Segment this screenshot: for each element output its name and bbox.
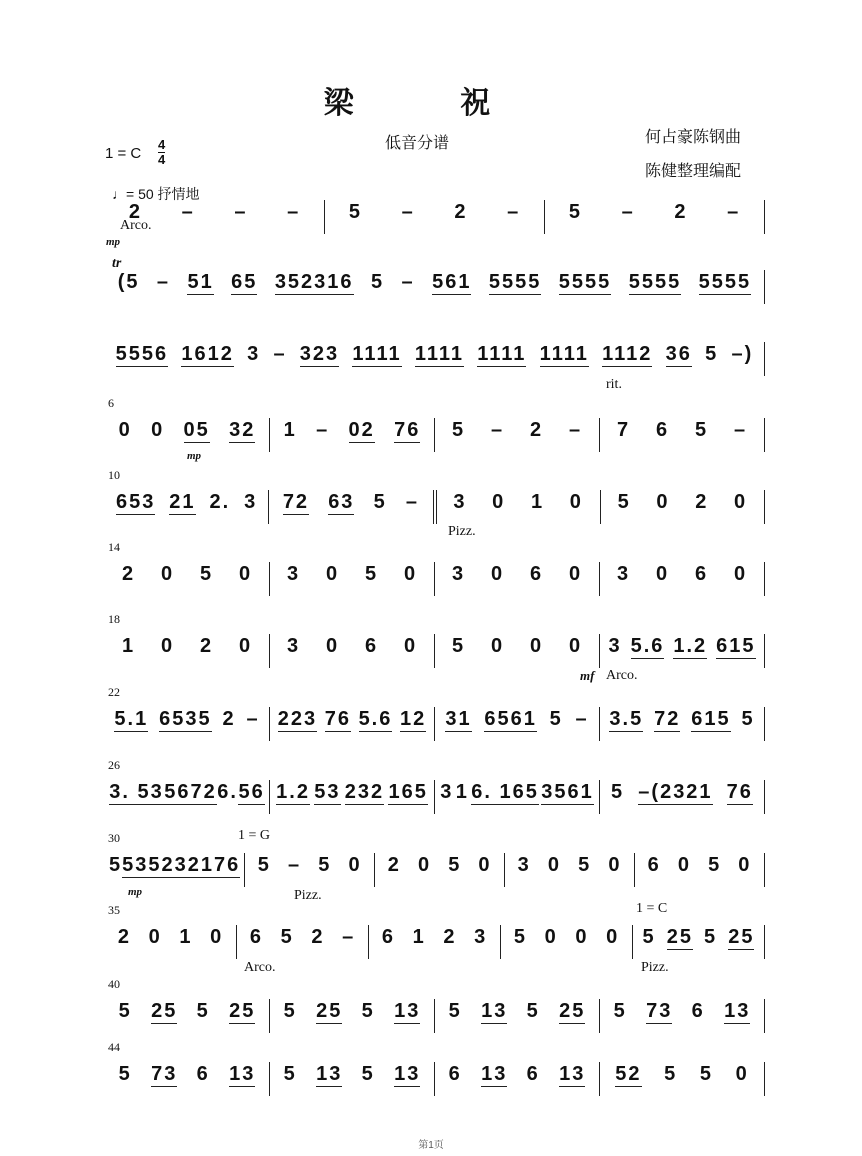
- note-group: 56: [238, 781, 265, 803]
- measure: [599, 999, 765, 1033]
- note-group: 232: [344, 781, 385, 803]
- note-group: 0: [148, 926, 162, 948]
- note-group: 5: [109, 854, 123, 876]
- score-line: [105, 562, 765, 596]
- measure: [105, 853, 244, 887]
- note-group: 5: [526, 1000, 540, 1022]
- note-group: 5: [549, 708, 563, 730]
- note-group: 25: [666, 926, 693, 948]
- note-group: 1: [412, 926, 426, 948]
- note-group: 5: [708, 854, 722, 876]
- note-group: 1.2: [673, 635, 708, 657]
- note-group: 5: [196, 1000, 210, 1022]
- note-group: 5: [704, 926, 718, 948]
- measure: [434, 999, 599, 1033]
- note-group: 02: [348, 419, 375, 441]
- note-group: 3: [244, 491, 258, 513]
- note-group: 72: [282, 491, 310, 513]
- note-group: 352316: [274, 271, 354, 293]
- note-group: 5672: [164, 781, 217, 803]
- note-group: 0: [492, 491, 506, 513]
- note-group: 0: [608, 854, 622, 876]
- note-group: 0: [160, 563, 175, 585]
- measure: [105, 999, 269, 1033]
- measure: [105, 562, 269, 596]
- note-group: 0: [547, 854, 562, 876]
- note-group: 5: [611, 781, 625, 803]
- page-number: 第1页: [418, 1140, 444, 1151]
- pizz-mark: Pizz.: [294, 888, 322, 903]
- measure: [374, 853, 504, 887]
- note-group: 5: [318, 854, 332, 876]
- score-line: [105, 490, 765, 524]
- note-group: (5: [117, 271, 140, 293]
- measure: [634, 853, 765, 887]
- note-group: 1111: [352, 343, 402, 365]
- note-group: 5.1: [114, 708, 149, 730]
- note-group: 5: [199, 563, 214, 585]
- note-group: 1: [283, 419, 297, 441]
- note-group: 5: [451, 635, 466, 657]
- note-group: 5: [361, 1063, 375, 1085]
- note-group: 0: [325, 635, 340, 657]
- note-group: 25: [151, 1000, 178, 1022]
- measure: [269, 1062, 434, 1096]
- note-group: 3: [286, 635, 301, 657]
- note-group: 6: [529, 563, 544, 585]
- note-group: 5: [361, 1000, 375, 1022]
- note-group: 2: [454, 201, 468, 223]
- note-group: 2: [529, 419, 544, 441]
- note-group: 0: [210, 926, 224, 948]
- note-group: 3: [451, 563, 466, 585]
- note-group: 6: [691, 1000, 705, 1022]
- note-group: 3: [474, 926, 488, 948]
- measure: [236, 925, 368, 959]
- measure: [632, 925, 765, 959]
- measure-number: 22: [108, 685, 120, 699]
- measure: [600, 490, 765, 524]
- measure: [599, 1062, 765, 1096]
- note-group: 5555: [628, 271, 682, 293]
- note-group: –): [731, 343, 754, 365]
- measure-number: 44: [108, 1040, 120, 1054]
- measure: [599, 707, 765, 741]
- note-group: –: [621, 201, 635, 223]
- note-group: 6561: [484, 708, 537, 730]
- note-group: 0: [656, 491, 670, 513]
- note-group: 223: [277, 708, 318, 730]
- note-group: –: [568, 419, 583, 441]
- note-group: 5: [280, 926, 294, 948]
- measure: [269, 634, 434, 668]
- note-group: 0: [575, 926, 589, 948]
- dynamic-mp: mp: [128, 886, 143, 898]
- measure: [368, 925, 500, 959]
- measure: [324, 200, 544, 234]
- note-group: 2: [695, 491, 709, 513]
- note-group: 3: [616, 563, 631, 585]
- note-group: –: [733, 419, 748, 441]
- note-group: 5: [370, 271, 385, 293]
- key-signature: 1 = C: [105, 145, 142, 162]
- score-line: [105, 780, 765, 814]
- note-group: 3. 53: [109, 781, 164, 803]
- note-group: 5.6: [358, 708, 393, 730]
- note-group: 0: [569, 491, 583, 513]
- note-group: 3: [247, 343, 261, 365]
- arranger: 陈健整理编配: [645, 161, 742, 180]
- measure-number: 30: [108, 831, 120, 845]
- note-group: –: [181, 201, 195, 223]
- note-group: 31: [445, 708, 472, 730]
- note-group: 25: [316, 1000, 343, 1022]
- note-group: 0: [238, 635, 253, 657]
- key-change-c: 1 = C: [636, 901, 668, 916]
- note-group: 1: [530, 491, 545, 513]
- measure: [244, 853, 374, 887]
- note-group: 25: [559, 1000, 586, 1022]
- note-group: 6: [381, 926, 395, 948]
- measure: [269, 780, 434, 814]
- note-group: 0: [544, 926, 558, 948]
- note-group: 0: [490, 635, 505, 657]
- note-group: 3: [440, 781, 454, 803]
- measure: [434, 418, 599, 452]
- measure: [105, 925, 236, 959]
- note-group: 5: [283, 1000, 297, 1022]
- note-group: 2: [199, 635, 214, 657]
- note-group: 5: [694, 419, 709, 441]
- note-group: 5: [642, 926, 656, 948]
- time-top: 4: [158, 137, 166, 152]
- measure: [504, 853, 634, 887]
- note-group: 65: [231, 271, 258, 293]
- measure-number: 10: [108, 468, 120, 482]
- score-line: [105, 707, 765, 741]
- note-group: 5: [348, 201, 362, 223]
- score-line: [105, 270, 765, 304]
- note-group: 1612: [181, 343, 234, 365]
- note-group: 52: [615, 1063, 642, 1085]
- note-group: 5555: [698, 271, 752, 293]
- note-group: 1111: [477, 343, 527, 365]
- note-group: 5: [451, 419, 466, 441]
- note-group: 1: [179, 926, 193, 948]
- note-group: –: [727, 201, 741, 223]
- note-group: 5555: [488, 271, 542, 293]
- measure: [105, 342, 765, 376]
- note-group: 0: [735, 1063, 749, 1085]
- note-group: 6: [364, 635, 379, 657]
- note-group: 0: [118, 419, 132, 441]
- measure: [269, 707, 434, 741]
- measure: [105, 707, 269, 741]
- note-group: 5: [741, 708, 755, 730]
- composer: 何占豪陈钢曲: [645, 127, 742, 146]
- measure: [434, 562, 599, 596]
- note-group: –: [288, 854, 302, 876]
- note-group: 36: [665, 343, 692, 365]
- note-group: 0: [568, 563, 583, 585]
- score-line: [105, 200, 765, 234]
- score-line: [105, 925, 765, 959]
- note-group: 2: [117, 926, 131, 948]
- note-group: 6.: [217, 781, 238, 803]
- note-group: –: [156, 271, 171, 293]
- note-group: 6: [526, 1063, 540, 1085]
- note-group: 0: [606, 926, 620, 948]
- note-group: 76: [726, 781, 753, 803]
- note-group: 2: [674, 201, 688, 223]
- measure-number: 26: [108, 758, 120, 772]
- note-group: 1111: [539, 343, 589, 365]
- score-line: [105, 634, 765, 668]
- note-group: 5556: [115, 343, 169, 365]
- note-group: 0: [734, 491, 748, 513]
- note-group: –: [234, 201, 248, 223]
- note-group: 3: [453, 491, 467, 513]
- note-group: 5: [118, 1000, 132, 1022]
- note-group: 5: [118, 1063, 132, 1085]
- note-group: 13: [394, 1000, 421, 1022]
- note-group: –: [401, 201, 415, 223]
- note-group: 3.5: [609, 708, 644, 730]
- measure: [434, 1062, 599, 1096]
- note-group: –: [405, 491, 419, 513]
- note-group: 13: [394, 1063, 421, 1085]
- trill-mark: tr: [112, 256, 122, 271]
- note-group: 6: [647, 854, 661, 876]
- measure: [434, 780, 599, 814]
- note-group: 5: [283, 1063, 297, 1085]
- note-group: 1111: [414, 343, 465, 365]
- note-group: –: [246, 708, 260, 730]
- note-group: 2: [121, 563, 136, 585]
- note-group: 5: [448, 1000, 462, 1022]
- part-name: 低音分谱: [385, 133, 450, 152]
- measure: [268, 490, 432, 524]
- note-group: 3: [608, 635, 622, 657]
- note-group: 0: [348, 854, 362, 876]
- measure: [105, 780, 269, 814]
- note-group: 0: [568, 635, 583, 657]
- note-group: 76: [324, 708, 351, 730]
- note-group: 1: [455, 781, 469, 803]
- measure: [599, 780, 765, 814]
- note-group: –: [316, 419, 330, 441]
- note-group: 5: [617, 491, 631, 513]
- measure: [500, 925, 632, 959]
- note-group: 0: [403, 563, 418, 585]
- note-group: –: [507, 201, 521, 223]
- note-group: 3: [286, 563, 301, 585]
- note-group: 72: [654, 708, 681, 730]
- note-group: 0: [677, 854, 691, 876]
- measure-number: 6: [108, 396, 114, 410]
- note-group: 13: [481, 1063, 508, 1085]
- note-group: 25: [728, 926, 755, 948]
- arco-mark: Arco.: [120, 218, 152, 233]
- note-group: 3561: [541, 781, 594, 803]
- key-change-g: 1 = G: [238, 828, 271, 843]
- note-group: 3: [517, 854, 531, 876]
- note-group: 63: [328, 491, 355, 513]
- pizz-mark: Pizz.: [641, 960, 669, 975]
- measure-number: 35: [108, 903, 120, 917]
- score-title: 梁 祝: [323, 86, 539, 121]
- note-group: –: [575, 708, 589, 730]
- measure: [433, 490, 600, 524]
- note-group: 5: [699, 1063, 713, 1085]
- note-group: 2: [128, 201, 142, 223]
- note-group: 0: [490, 563, 505, 585]
- note-group: 5: [257, 854, 271, 876]
- note-group: 12: [399, 708, 427, 730]
- measure: [544, 200, 765, 234]
- arco-mark: Arco.: [606, 668, 638, 683]
- measure-number: 14: [108, 540, 120, 554]
- note-group: 6: [448, 1063, 462, 1085]
- note-group: –: [401, 271, 415, 293]
- note-group: 561: [432, 271, 472, 293]
- note-group: 653: [115, 491, 156, 513]
- note-group: 535232176: [122, 854, 241, 876]
- note-group: 323: [299, 343, 340, 365]
- note-group: 76: [394, 419, 421, 441]
- note-group: 1112: [602, 343, 653, 365]
- measure: [599, 562, 765, 596]
- note-group: 5: [513, 926, 527, 948]
- dynamic-mp: mp: [187, 450, 202, 462]
- measure: [269, 999, 434, 1033]
- note-group: 5: [373, 491, 387, 513]
- note-group: 5: [578, 854, 592, 876]
- note-group: 0: [238, 563, 253, 585]
- note-group: 13: [481, 1000, 508, 1022]
- measure-number: 18: [108, 612, 120, 626]
- note-group: 5.6: [630, 635, 665, 657]
- note-group: 0: [325, 563, 340, 585]
- note-group: 615: [691, 708, 731, 730]
- pizz-mark: Pizz.: [448, 524, 476, 539]
- note-group: 05: [183, 419, 210, 441]
- note-group: 5555: [558, 271, 612, 293]
- time-signature: [158, 138, 165, 167]
- measure: [269, 418, 434, 452]
- measure: [105, 418, 269, 452]
- note-group: 13: [316, 1063, 343, 1085]
- note-group: 2: [222, 708, 236, 730]
- note-group: –: [342, 926, 356, 948]
- measure: [105, 634, 269, 668]
- note-group: 165: [388, 781, 428, 803]
- note-group: 5: [705, 343, 719, 365]
- measure-number: 40: [108, 977, 120, 991]
- note-group: 53: [314, 781, 341, 803]
- dynamic-mf: mf: [580, 668, 595, 683]
- note-group: 13: [229, 1063, 256, 1085]
- measure: [434, 707, 599, 741]
- rit-mark: rit.: [606, 377, 622, 392]
- note-group: 13: [724, 1000, 751, 1022]
- score-line: [105, 342, 765, 376]
- arco-mark: Arco.: [244, 960, 276, 975]
- note-group: 0: [403, 635, 418, 657]
- note-group: 5: [613, 1000, 627, 1022]
- note-group: 2.: [209, 491, 231, 513]
- note-group: 0: [529, 635, 544, 657]
- note-group: 615: [716, 635, 756, 657]
- note-group: 73: [646, 1000, 673, 1022]
- note-group: 6: [655, 419, 670, 441]
- note-group: 6: [249, 926, 263, 948]
- note-group: 0: [738, 854, 752, 876]
- note-group: 5: [448, 854, 462, 876]
- note-group: 0: [478, 854, 492, 876]
- note-group: 51: [187, 271, 214, 293]
- note-group: 5: [568, 201, 582, 223]
- time-bottom: 4: [158, 152, 166, 167]
- note-group: 0: [151, 419, 165, 441]
- note-group: 5: [364, 563, 379, 585]
- note-group: 6535: [159, 708, 212, 730]
- measure: [599, 418, 765, 452]
- note-group: 0: [655, 563, 670, 585]
- measure: [105, 490, 268, 524]
- note-group: 2: [387, 854, 401, 876]
- note-group: 73: [151, 1063, 178, 1085]
- measure: [599, 634, 765, 668]
- note-group: 25: [229, 1000, 256, 1022]
- note-group: 0: [417, 854, 432, 876]
- tempo-marking: ♩= 50 抒情地: [112, 186, 200, 202]
- note-group: 1: [121, 635, 136, 657]
- note-group: 0: [733, 563, 748, 585]
- note-group: 6: [196, 1063, 210, 1085]
- measure: [269, 562, 434, 596]
- note-group: –: [287, 201, 301, 223]
- note-group: 6. 165: [471, 781, 539, 803]
- note-group: –: [273, 343, 287, 365]
- note-group: 6: [694, 563, 709, 585]
- dynamic-mp: mp: [106, 236, 121, 248]
- measure: [105, 1062, 269, 1096]
- score-line: [105, 853, 765, 887]
- note-group: –: [490, 419, 505, 441]
- note-group: 32: [229, 419, 256, 441]
- score-line: [105, 999, 765, 1033]
- note-group: –(2321: [638, 781, 713, 803]
- note-group: 2: [311, 926, 325, 948]
- note-group: 21: [169, 491, 196, 513]
- note-group: 1.2: [276, 781, 310, 803]
- score-line: [105, 418, 765, 452]
- note-group: 7: [616, 419, 631, 441]
- note-group: 13: [559, 1063, 586, 1085]
- score-line: [105, 1062, 765, 1096]
- measure: [434, 634, 599, 668]
- measure: [105, 270, 765, 304]
- note-group: 0: [160, 635, 175, 657]
- note-group: 2: [443, 926, 457, 948]
- note-group: 5: [664, 1063, 678, 1085]
